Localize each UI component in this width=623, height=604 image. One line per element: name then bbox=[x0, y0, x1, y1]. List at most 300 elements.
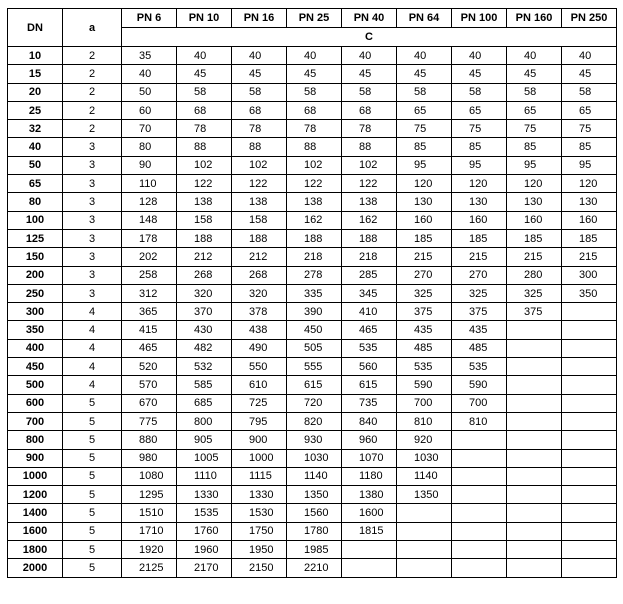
c-value-cell: 615 bbox=[342, 376, 397, 394]
c-value-cell: 920 bbox=[397, 431, 452, 449]
flange-dimension-table-wrapper bbox=[7, 8, 617, 578]
c-value-cell bbox=[452, 449, 507, 467]
c-value-cell bbox=[562, 467, 617, 485]
c-value-cell: 725 bbox=[232, 394, 287, 412]
c-value-cell: 88 bbox=[287, 138, 342, 156]
table-row bbox=[8, 339, 617, 357]
c-value-cell: 270 bbox=[452, 266, 507, 284]
c-value-cell: 820 bbox=[287, 412, 342, 430]
c-value-cell bbox=[562, 504, 617, 522]
dn-cell: 125 bbox=[8, 229, 63, 247]
c-value-cell: 615 bbox=[287, 376, 342, 394]
c-value-cell bbox=[562, 358, 617, 376]
c-value-cell: 840 bbox=[342, 412, 397, 430]
c-value-cell: 65 bbox=[507, 101, 562, 119]
c-value-cell: 58 bbox=[397, 83, 452, 101]
a-cell: 5 bbox=[63, 394, 122, 412]
c-value-cell: 1000 bbox=[232, 449, 287, 467]
c-value-cell: 2170 bbox=[177, 559, 232, 577]
c-value-cell: 800 bbox=[177, 412, 232, 430]
c-value-cell: 1005 bbox=[177, 449, 232, 467]
c-value-cell: 40 bbox=[287, 47, 342, 65]
table-row bbox=[8, 101, 617, 119]
c-value-cell: 1180 bbox=[342, 467, 397, 485]
c-value-cell: 490 bbox=[232, 339, 287, 357]
c-value-cell: 880 bbox=[122, 431, 177, 449]
c-value-cell: 1350 bbox=[397, 486, 452, 504]
a-cell: 4 bbox=[63, 358, 122, 376]
c-value-cell: 378 bbox=[232, 303, 287, 321]
table-row bbox=[8, 193, 617, 211]
c-value-cell: 58 bbox=[452, 83, 507, 101]
dn-cell: 350 bbox=[8, 321, 63, 339]
c-value-cell: 1920 bbox=[122, 541, 177, 559]
c-value-cell bbox=[562, 486, 617, 504]
c-value-cell: 148 bbox=[122, 211, 177, 229]
c-value-cell: 95 bbox=[562, 156, 617, 174]
c-value-cell: 188 bbox=[287, 229, 342, 247]
c-value-cell: 102 bbox=[342, 156, 397, 174]
c-value-cell bbox=[452, 486, 507, 504]
pn-column-header: PN 6 bbox=[122, 9, 177, 28]
c-value-cell: 610 bbox=[232, 376, 287, 394]
a-cell: 4 bbox=[63, 376, 122, 394]
c-value-cell: 162 bbox=[287, 211, 342, 229]
c-value-cell: 35 bbox=[122, 47, 177, 65]
table-row bbox=[8, 504, 617, 522]
a-cell: 3 bbox=[63, 211, 122, 229]
c-value-cell bbox=[452, 504, 507, 522]
c-value-cell: 325 bbox=[507, 284, 562, 302]
c-value-cell: 1710 bbox=[122, 522, 177, 540]
table-row bbox=[8, 449, 617, 467]
c-value-cell: 585 bbox=[177, 376, 232, 394]
c-value-cell: 370 bbox=[177, 303, 232, 321]
c-value-cell: 160 bbox=[452, 211, 507, 229]
c-value-cell bbox=[562, 431, 617, 449]
c-value-cell: 1140 bbox=[287, 467, 342, 485]
c-value-cell: 178 bbox=[122, 229, 177, 247]
c-value-cell: 68 bbox=[342, 101, 397, 119]
c-value-cell: 45 bbox=[562, 65, 617, 83]
c-value-cell: 520 bbox=[122, 358, 177, 376]
c-value-cell: 350 bbox=[562, 284, 617, 302]
a-cell: 3 bbox=[63, 229, 122, 247]
c-value-cell: 555 bbox=[287, 358, 342, 376]
c-value-cell: 320 bbox=[232, 284, 287, 302]
c-value-cell: 268 bbox=[232, 266, 287, 284]
c-value-cell: 78 bbox=[342, 120, 397, 138]
c-value-cell bbox=[507, 412, 562, 430]
c-value-cell: 138 bbox=[232, 193, 287, 211]
c-value-cell: 58 bbox=[342, 83, 397, 101]
c-value-cell: 130 bbox=[562, 193, 617, 211]
c-value-cell bbox=[562, 522, 617, 540]
c-value-cell: 325 bbox=[452, 284, 507, 302]
dn-cell: 500 bbox=[8, 376, 63, 394]
a-cell: 4 bbox=[63, 321, 122, 339]
a-cell: 3 bbox=[63, 138, 122, 156]
c-value-cell bbox=[507, 358, 562, 376]
a-cell: 5 bbox=[63, 467, 122, 485]
a-cell: 5 bbox=[63, 541, 122, 559]
c-value-cell: 122 bbox=[287, 175, 342, 193]
pn-column-header: PN 64 bbox=[397, 9, 452, 28]
c-value-cell: 345 bbox=[342, 284, 397, 302]
c-value-cell: 258 bbox=[122, 266, 177, 284]
c-value-cell: 285 bbox=[342, 266, 397, 284]
a-cell: 5 bbox=[63, 504, 122, 522]
c-value-cell: 465 bbox=[342, 321, 397, 339]
dn-cell: 800 bbox=[8, 431, 63, 449]
dn-cell: 1200 bbox=[8, 486, 63, 504]
table-row bbox=[8, 467, 617, 485]
c-value-cell: 1030 bbox=[397, 449, 452, 467]
c-value-cell: 95 bbox=[507, 156, 562, 174]
c-value-cell: 485 bbox=[397, 339, 452, 357]
c-value-cell: 120 bbox=[452, 175, 507, 193]
c-value-cell bbox=[507, 449, 562, 467]
c-value-cell: 365 bbox=[122, 303, 177, 321]
c-value-cell: 1760 bbox=[177, 522, 232, 540]
a-cell: 4 bbox=[63, 339, 122, 357]
c-value-cell: 58 bbox=[177, 83, 232, 101]
a-cell: 4 bbox=[63, 303, 122, 321]
c-value-cell: 65 bbox=[397, 101, 452, 119]
c-value-cell: 930 bbox=[287, 431, 342, 449]
c-value-cell: 40 bbox=[177, 47, 232, 65]
dn-cell: 1600 bbox=[8, 522, 63, 540]
pn-header-row bbox=[8, 9, 617, 28]
c-value-cell: 410 bbox=[342, 303, 397, 321]
c-value-cell: 900 bbox=[232, 431, 287, 449]
c-value-cell: 535 bbox=[342, 339, 397, 357]
c-value-cell bbox=[507, 504, 562, 522]
c-value-cell: 1600 bbox=[342, 504, 397, 522]
c-value-cell bbox=[507, 559, 562, 577]
c-value-cell: 95 bbox=[397, 156, 452, 174]
c-value-cell: 58 bbox=[232, 83, 287, 101]
c-value-cell bbox=[562, 303, 617, 321]
c-value-cell: 68 bbox=[287, 101, 342, 119]
c-value-cell: 188 bbox=[177, 229, 232, 247]
c-value-cell: 590 bbox=[452, 376, 507, 394]
table-row bbox=[8, 486, 617, 504]
c-value-cell: 1530 bbox=[232, 504, 287, 522]
dn-cell: 80 bbox=[8, 193, 63, 211]
c-value-cell: 58 bbox=[507, 83, 562, 101]
c-value-cell: 1780 bbox=[287, 522, 342, 540]
table-row bbox=[8, 156, 617, 174]
c-value-cell: 138 bbox=[287, 193, 342, 211]
c-value-cell: 78 bbox=[177, 120, 232, 138]
c-value-cell: 45 bbox=[177, 65, 232, 83]
c-value-cell: 215 bbox=[562, 248, 617, 266]
c-value-cell: 1560 bbox=[287, 504, 342, 522]
c-value-cell: 160 bbox=[562, 211, 617, 229]
dn-cell: 400 bbox=[8, 339, 63, 357]
c-value-cell bbox=[452, 522, 507, 540]
a-cell: 2 bbox=[63, 47, 122, 65]
c-value-cell bbox=[452, 541, 507, 559]
c-value-cell: 50 bbox=[122, 83, 177, 101]
dn-cell: 250 bbox=[8, 284, 63, 302]
c-value-cell: 300 bbox=[562, 266, 617, 284]
c-value-cell: 212 bbox=[177, 248, 232, 266]
c-value-cell: 280 bbox=[507, 266, 562, 284]
c-value-cell bbox=[397, 559, 452, 577]
c-value-cell: 560 bbox=[342, 358, 397, 376]
c-value-cell: 720 bbox=[287, 394, 342, 412]
c-value-cell: 122 bbox=[177, 175, 232, 193]
c-value-cell bbox=[342, 541, 397, 559]
a-cell: 2 bbox=[63, 83, 122, 101]
c-value-cell: 130 bbox=[507, 193, 562, 211]
a-cell: 2 bbox=[63, 101, 122, 119]
c-value-cell bbox=[507, 486, 562, 504]
c-value-cell: 110 bbox=[122, 175, 177, 193]
c-value-cell: 202 bbox=[122, 248, 177, 266]
c-value-cell: 390 bbox=[287, 303, 342, 321]
c-value-cell: 1030 bbox=[287, 449, 342, 467]
a-cell: 3 bbox=[63, 193, 122, 211]
c-value-cell bbox=[562, 559, 617, 577]
table-header bbox=[8, 9, 617, 47]
c-value-cell: 1960 bbox=[177, 541, 232, 559]
c-value-cell bbox=[507, 467, 562, 485]
c-value-cell: 960 bbox=[342, 431, 397, 449]
a-cell: 5 bbox=[63, 486, 122, 504]
c-value-cell: 2150 bbox=[232, 559, 287, 577]
c-value-cell: 162 bbox=[342, 211, 397, 229]
table-row bbox=[8, 376, 617, 394]
table-row bbox=[8, 284, 617, 302]
a-cell: 3 bbox=[63, 266, 122, 284]
c-value-cell: 75 bbox=[507, 120, 562, 138]
a-cell: 2 bbox=[63, 120, 122, 138]
c-value-cell bbox=[397, 541, 452, 559]
c-value-cell: 1950 bbox=[232, 541, 287, 559]
table-row bbox=[8, 65, 617, 83]
c-value-cell: 40 bbox=[562, 47, 617, 65]
c-value-cell: 45 bbox=[342, 65, 397, 83]
c-value-cell: 102 bbox=[177, 156, 232, 174]
c-value-cell: 1380 bbox=[342, 486, 397, 504]
c-value-cell: 138 bbox=[177, 193, 232, 211]
dn-cell: 100 bbox=[8, 211, 63, 229]
pn-column-header: PN 40 bbox=[342, 9, 397, 28]
table-row bbox=[8, 138, 617, 156]
c-value-cell: 1080 bbox=[122, 467, 177, 485]
dn-cell: 300 bbox=[8, 303, 63, 321]
c-value-cell: 40 bbox=[397, 47, 452, 65]
table-row bbox=[8, 412, 617, 430]
c-value-cell: 435 bbox=[397, 321, 452, 339]
c-value-cell: 685 bbox=[177, 394, 232, 412]
c-value-cell: 1330 bbox=[177, 486, 232, 504]
c-value-cell: 40 bbox=[507, 47, 562, 65]
c-value-cell: 268 bbox=[177, 266, 232, 284]
c-value-cell: 122 bbox=[342, 175, 397, 193]
c-value-cell: 795 bbox=[232, 412, 287, 430]
dn-column-header: DN bbox=[8, 9, 63, 47]
c-value-cell: 58 bbox=[287, 83, 342, 101]
c-value-cell: 430 bbox=[177, 321, 232, 339]
dn-cell: 10 bbox=[8, 47, 63, 65]
c-value-cell: 58 bbox=[562, 83, 617, 101]
c-value-cell: 465 bbox=[122, 339, 177, 357]
pn-column-header: PN 25 bbox=[287, 9, 342, 28]
c-value-cell: 85 bbox=[452, 138, 507, 156]
c-value-cell: 270 bbox=[397, 266, 452, 284]
c-value-cell: 482 bbox=[177, 339, 232, 357]
c-value-cell: 85 bbox=[397, 138, 452, 156]
c-value-cell: 1510 bbox=[122, 504, 177, 522]
c-value-cell: 700 bbox=[452, 394, 507, 412]
c-value-cell: 670 bbox=[122, 394, 177, 412]
c-value-cell: 438 bbox=[232, 321, 287, 339]
c-value-cell: 2210 bbox=[287, 559, 342, 577]
c-value-cell bbox=[562, 394, 617, 412]
c-value-cell: 88 bbox=[232, 138, 287, 156]
c-value-cell: 550 bbox=[232, 358, 287, 376]
table-row bbox=[8, 431, 617, 449]
c-value-cell: 185 bbox=[397, 229, 452, 247]
c-value-cell bbox=[397, 504, 452, 522]
dn-cell: 700 bbox=[8, 412, 63, 430]
c-value-cell: 735 bbox=[342, 394, 397, 412]
c-value-cell: 535 bbox=[397, 358, 452, 376]
c-group-header: C bbox=[122, 28, 617, 47]
dn-cell: 32 bbox=[8, 120, 63, 138]
table-body bbox=[8, 47, 617, 578]
c-value-cell: 485 bbox=[452, 339, 507, 357]
table-row bbox=[8, 266, 617, 284]
dn-cell: 450 bbox=[8, 358, 63, 376]
c-value-cell: 95 bbox=[452, 156, 507, 174]
c-value-cell: 2125 bbox=[122, 559, 177, 577]
c-value-cell: 325 bbox=[397, 284, 452, 302]
dn-cell: 15 bbox=[8, 65, 63, 83]
c-value-cell: 215 bbox=[397, 248, 452, 266]
c-value-cell: 160 bbox=[507, 211, 562, 229]
c-value-cell: 138 bbox=[342, 193, 397, 211]
a-column-header: a bbox=[63, 9, 122, 47]
dn-cell: 25 bbox=[8, 101, 63, 119]
c-value-cell: 70 bbox=[122, 120, 177, 138]
c-value-cell: 1140 bbox=[397, 467, 452, 485]
a-cell: 5 bbox=[63, 449, 122, 467]
c-value-cell: 185 bbox=[507, 229, 562, 247]
a-cell: 2 bbox=[63, 65, 122, 83]
c-value-cell: 1815 bbox=[342, 522, 397, 540]
c-value-cell: 188 bbox=[232, 229, 287, 247]
c-value-cell: 120 bbox=[562, 175, 617, 193]
c-value-cell: 158 bbox=[232, 211, 287, 229]
c-value-cell bbox=[452, 559, 507, 577]
c-value-cell: 45 bbox=[287, 65, 342, 83]
c-value-cell bbox=[507, 431, 562, 449]
c-value-cell: 505 bbox=[287, 339, 342, 357]
table-row bbox=[8, 358, 617, 376]
flange-dimension-table bbox=[7, 8, 617, 578]
dn-cell: 1400 bbox=[8, 504, 63, 522]
c-value-cell: 218 bbox=[342, 248, 397, 266]
c-value-cell: 45 bbox=[397, 65, 452, 83]
c-value-cell bbox=[562, 449, 617, 467]
c-value-cell: 218 bbox=[287, 248, 342, 266]
dn-cell: 40 bbox=[8, 138, 63, 156]
c-value-cell: 88 bbox=[177, 138, 232, 156]
pn-column-header: PN 10 bbox=[177, 9, 232, 28]
c-value-cell bbox=[452, 431, 507, 449]
table-row bbox=[8, 522, 617, 540]
c-value-cell: 65 bbox=[562, 101, 617, 119]
c-value-cell bbox=[562, 339, 617, 357]
pn-column-header: PN 250 bbox=[562, 9, 617, 28]
c-value-cell: 1750 bbox=[232, 522, 287, 540]
c-value-cell: 810 bbox=[452, 412, 507, 430]
c-value-cell: 1295 bbox=[122, 486, 177, 504]
c-value-cell: 215 bbox=[452, 248, 507, 266]
dn-cell: 20 bbox=[8, 83, 63, 101]
c-value-cell: 40 bbox=[342, 47, 397, 65]
c-value-cell: 212 bbox=[232, 248, 287, 266]
pn-column-header: PN 160 bbox=[507, 9, 562, 28]
c-value-cell: 130 bbox=[397, 193, 452, 211]
dn-cell: 200 bbox=[8, 266, 63, 284]
a-cell: 3 bbox=[63, 284, 122, 302]
c-value-cell: 375 bbox=[397, 303, 452, 321]
table-row bbox=[8, 229, 617, 247]
dn-cell: 1800 bbox=[8, 541, 63, 559]
c-value-cell: 375 bbox=[507, 303, 562, 321]
c-value-cell: 215 bbox=[507, 248, 562, 266]
a-cell: 5 bbox=[63, 522, 122, 540]
table-row bbox=[8, 394, 617, 412]
c-value-cell bbox=[507, 394, 562, 412]
c-value-cell bbox=[507, 376, 562, 394]
c-value-cell: 320 bbox=[177, 284, 232, 302]
table-row bbox=[8, 175, 617, 193]
c-value-cell: 1330 bbox=[232, 486, 287, 504]
c-value-cell bbox=[562, 376, 617, 394]
c-value-cell: 78 bbox=[287, 120, 342, 138]
c-value-cell: 80 bbox=[122, 138, 177, 156]
dn-cell: 1000 bbox=[8, 467, 63, 485]
c-value-cell: 158 bbox=[177, 211, 232, 229]
pn-column-header: PN 16 bbox=[232, 9, 287, 28]
c-value-cell bbox=[562, 412, 617, 430]
c-value-cell bbox=[507, 339, 562, 357]
c-value-cell: 335 bbox=[287, 284, 342, 302]
c-value-cell: 90 bbox=[122, 156, 177, 174]
c-value-cell: 75 bbox=[397, 120, 452, 138]
a-cell: 3 bbox=[63, 248, 122, 266]
dn-cell: 65 bbox=[8, 175, 63, 193]
table-row bbox=[8, 47, 617, 65]
table-row bbox=[8, 559, 617, 577]
dn-cell: 50 bbox=[8, 156, 63, 174]
a-cell: 5 bbox=[63, 412, 122, 430]
dn-cell: 2000 bbox=[8, 559, 63, 577]
c-value-cell: 45 bbox=[452, 65, 507, 83]
c-value-cell: 188 bbox=[342, 229, 397, 247]
table-row bbox=[8, 303, 617, 321]
c-value-cell: 102 bbox=[287, 156, 342, 174]
c-value-cell: 40 bbox=[452, 47, 507, 65]
table-row bbox=[8, 211, 617, 229]
